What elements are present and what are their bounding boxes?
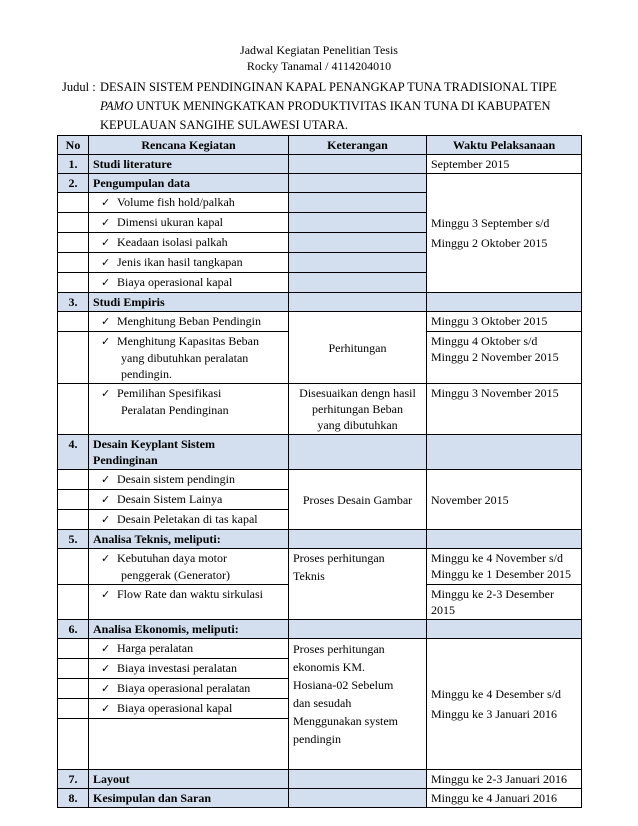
table-row-4 (58, 435, 582, 470)
judul-line-2-text: UNTUK MENINGKATKAN PRODUKTIVITAS IKAN TUNA DI KABUPATEN (133, 99, 551, 113)
row-title: Pengumpulan data (89, 174, 289, 193)
check-icon: ✓ (101, 276, 111, 289)
waktu-line: Minggu ke 2-3 Desember (431, 587, 554, 601)
keterangan-cell: Perhitungan (289, 312, 427, 384)
check-icon: ✓ (101, 702, 111, 715)
keterangan-cell (289, 639, 427, 770)
row-title-line: Desain Keyplant Sistem (93, 437, 216, 451)
waktu-cell (427, 332, 582, 384)
judul-italic: PAMO (100, 99, 134, 113)
row-waktu (427, 293, 582, 312)
item-label: Dimensi ukuran kapal (117, 215, 223, 229)
item-label: Volume fish hold/palkah (117, 195, 235, 209)
schedule-table (57, 135, 582, 808)
list-item (58, 639, 582, 659)
waktu-line: 2015 (431, 603, 455, 617)
list-item (58, 384, 582, 435)
item-label: Biaya operasional peralatan (117, 681, 251, 695)
waktu-line: Minggu 2 November 2015 (431, 350, 559, 364)
waktu-line: Minggu ke 4 Desember s/d (431, 687, 561, 701)
waktu-line: Minggu 2 Oktober 2015 (431, 236, 548, 250)
row-waktu (427, 174, 582, 293)
item-label: Biaya investasi peralatan (117, 661, 237, 675)
row-waktu: Minggu ke 2-3 Januari 2016 (427, 770, 582, 789)
keterangan-cell: Proses Desain Gambar (289, 470, 427, 530)
keterangan-line: pendingin (293, 732, 341, 746)
table-row-6 (58, 620, 582, 639)
waktu-cell (427, 639, 582, 770)
row-keterangan (289, 620, 427, 639)
item-label: Menghitung Beban Pendingin (117, 314, 261, 328)
row-no: 3. (58, 293, 89, 312)
row-keterangan (289, 435, 427, 470)
row-title: Studi Empiris (89, 293, 289, 312)
row-title: Layout (89, 770, 289, 789)
row-waktu: Minggu ke 4 Januari 2016 (427, 789, 582, 808)
col-header-waktu: Waktu Pelaksanaan (427, 136, 582, 155)
item-label: Kebutuhan daya motor (117, 551, 227, 565)
item-label: Biaya operasional kapal (117, 275, 233, 289)
check-icon: ✓ (101, 662, 111, 675)
item-label: Pemilihan Spesifikasi (117, 386, 222, 400)
table-row-1 (58, 155, 582, 174)
waktu-line: Minggu ke 1 Desember 2015 (431, 567, 571, 581)
row-keterangan (289, 530, 427, 549)
row-keterangan (289, 155, 427, 174)
item-label-cont: Peralatan Pendinginan (121, 403, 229, 417)
check-icon: ✓ (101, 642, 111, 655)
item-label: Menghitung Kapasitas Beban (117, 334, 259, 348)
item-label-cont: yang dibutuhkan peralatan (121, 351, 249, 365)
check-icon: ✓ (101, 513, 111, 526)
item-label: Keadaan isolasi palkah (117, 235, 228, 249)
row-keterangan (289, 789, 427, 808)
table-header-row (58, 136, 582, 155)
row-title: Studi literature (89, 155, 289, 174)
check-icon: ✓ (101, 216, 111, 229)
waktu-line: Minggu 4 Oktober s/d (431, 334, 538, 348)
row-waktu (427, 435, 582, 470)
row-title-line: Pendinginan (93, 453, 158, 467)
item-label: Biaya operasional kapal (117, 701, 233, 715)
judul-line-1: DESAIN SISTEM PENDINGINAN KAPAL PENANGKAP TUNA TRADISIONAL TIPE (100, 80, 557, 94)
row-no: 8. (58, 789, 89, 808)
waktu-line: Minggu 3 September s/d (431, 216, 550, 230)
item-label: Harga peralatan (117, 641, 194, 655)
document-author: Rocky Tanamal / 4114204010 (246, 59, 392, 73)
item-label: Flow Rate dan waktu sirkulasi (117, 587, 263, 601)
keterangan-line: Proses perhitungan (293, 642, 385, 656)
keterangan-line: perhitungan Beban (312, 402, 403, 416)
keterangan-line: Menggunakan system (293, 714, 398, 728)
item-label-cont: pendingin. (121, 367, 172, 381)
row-keterangan (289, 174, 427, 193)
document-title: Jadwal Kegiatan Penelitian Tesis (240, 43, 398, 57)
judul-text (100, 78, 570, 135)
row-keterangan (289, 770, 427, 789)
row-waktu (427, 530, 582, 549)
row-no: 5. (58, 530, 89, 549)
keterangan-line: yang dibutuhkan (317, 418, 398, 432)
col-header-keterangan: Keterangan (289, 136, 427, 155)
row-no: 1. (58, 155, 89, 174)
check-icon: ✓ (101, 335, 111, 348)
check-icon: ✓ (101, 493, 111, 506)
item-label: Desain sistem pendingin (117, 472, 235, 486)
list-item (58, 312, 582, 332)
waktu-line: Minggu ke 3 Januari 2016 (431, 707, 557, 721)
keterangan-line: Proses perhitungan (293, 551, 385, 565)
row-waktu (427, 620, 582, 639)
row-no: 7. (58, 770, 89, 789)
waktu-cell: Minggu 3 November 2015 (427, 384, 582, 435)
row-keterangan (289, 293, 427, 312)
item-label: Desain Sistem Lainya (117, 492, 223, 506)
col-header-rencana: Rencana Kegiatan (89, 136, 289, 155)
row-no: 6. (58, 620, 89, 639)
row-waktu: September 2015 (427, 155, 582, 174)
row-title: Kesimpulan dan Saran (89, 789, 289, 808)
waktu-cell: Minggu 3 Oktober 2015 (427, 312, 582, 332)
row-no: 4. (58, 435, 89, 470)
row-title: Analisa Teknis, meliputi: (89, 530, 289, 549)
judul-label: Judul : (62, 80, 96, 94)
keterangan-line: Hosiana-02 Sebelum (293, 678, 394, 692)
keterangan-line: ekonomis KM. (293, 660, 365, 674)
check-icon: ✓ (101, 196, 111, 209)
keterangan-line: dan sesudah (293, 696, 352, 710)
check-icon: ✓ (101, 552, 111, 565)
row-title (89, 435, 289, 470)
item-label: Desain Peletakan di tas kapal (117, 512, 258, 526)
table-row-2 (58, 174, 582, 193)
waktu-cell (427, 549, 582, 585)
row-no: 2. (58, 174, 89, 193)
judul-line-3: KEPULAUAN SANGIHE SULAWESI UTARA. (100, 118, 348, 132)
table-row-5 (58, 530, 582, 549)
check-icon: ✓ (101, 315, 111, 328)
check-icon: ✓ (101, 236, 111, 249)
waktu-line: Minggu ke 4 November s/d (431, 551, 563, 565)
waktu-cell: November 2015 (427, 470, 582, 530)
check-icon: ✓ (101, 473, 111, 486)
check-icon: ✓ (101, 682, 111, 695)
list-item (58, 549, 582, 585)
item-label: Jenis ikan hasil tangkapan (117, 255, 243, 269)
table-row-7 (58, 770, 582, 789)
row-title: Analisa Ekonomis, meliputi: (89, 620, 289, 639)
keterangan-line: Teknis (293, 569, 325, 583)
keterangan-line: Disesuaikan dengn hasil (299, 386, 416, 400)
list-item (58, 470, 582, 490)
item-label-cont: penggerak (Generator) (121, 568, 230, 582)
judul-line-2 (100, 97, 570, 116)
check-icon: ✓ (101, 588, 111, 601)
waktu-cell (427, 585, 582, 620)
table-row-8 (58, 789, 582, 808)
keterangan-cell (289, 549, 427, 620)
table-row-3 (58, 293, 582, 312)
col-header-no: No (58, 136, 89, 155)
check-icon: ✓ (101, 256, 111, 269)
check-icon: ✓ (101, 387, 111, 400)
keterangan-cell (289, 384, 427, 435)
